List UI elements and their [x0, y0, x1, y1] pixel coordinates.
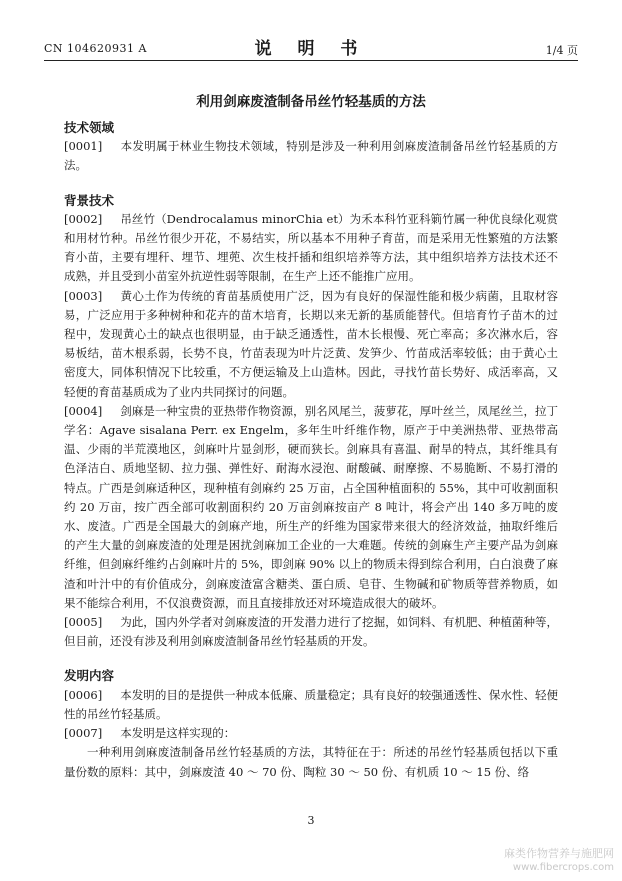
paragraph-text: 剑麻是一种宝贵的亚热带作物资源，别名风尾兰，菠萝花，厚叶丝兰，凤尾丝兰，拉丁学名：Agave sisalana Perr. ex Engelm，多年生叶纤维作物，原产于中美洲热带、亚热带高温、少雨的半荒漠地区，剑麻叶片显剑形，硬而狭长。剑麻具有喜温、耐旱的特点，其纤维具有色泽洁白、质地坚韧、拉力强、弹性好、耐海水浸泡、耐酸碱、耐摩擦、不易脆断、不易打滑的特点。广西是剑麻适种区，现种植有剑麻约 25 万亩，占全国种植面积的 55%，其中可收割面积约 20 万亩，按广西全部可收割面积约 20 万亩剑麻按亩产 8 吨计，将会产出 140 多万吨的废水、废渣。广西是全国最大的剑麻产地，所生产的纤维为国家带来很大的经济效益，抽取纤维后的产生大量的剑麻废渣的处理是困扰剑麻加工企业的一大难题。传统的剑麻生产主要产品为剑麻纤维，但剑麻纤维约占剑麻叶片的 5%，即剑麻 90% 以上的物质未得到综合利用，白白浪费了麻渣和叶汁中的有价值成分，剑麻废渣富含糖类、蛋白质、皂苷、生物碱和矿物质等营养物质，如果不能综合利用，不仅浪费资源，而且直接排放还对环境造成很大的破坏。: [64, 403, 558, 610]
watermark-name: 麻类作物营养与施肥网: [504, 847, 614, 860]
paragraph-number: [0004]: [64, 403, 103, 418]
section-title-background: 背景技术: [64, 192, 115, 208]
paragraph-text: 本发明的目的是提供一种成本低廉、质量稳定；具有良好的较强通透性、保水性、轻便性的吊丝竹轻基质。: [64, 687, 558, 721]
paragraph-text: 吊丝竹（Dendrocalamus minorChia et）为禾本科竹亚科箣竹属一种优良绿化观赏和用材竹种。吊丝竹很少开花，不易结实，所以基本不用种子育苗，而是采用无性繁殖的方法繁育小苗，主要有埋秆、埋节、埋蔸、次生枝扦插和组织培养等方法，其中组织培养方法技术还不成熟，并且受到小苗室外抗逆性弱等限制，在生产上还不能推广应用。: [64, 211, 558, 284]
watermark-url: www.fibercrops.com: [512, 862, 614, 873]
paragraph-text: 本发明是这样实现的：: [120, 726, 236, 741]
paragraph-0002: [64, 210, 558, 287]
paragraph-0003: [64, 287, 558, 402]
site-watermark: [486, 847, 614, 874]
document-title: 利用剑麻废渣制备吊丝竹轻基质的方法: [196, 94, 426, 110]
paragraph-0006: [64, 686, 558, 724]
paragraph-0004: [64, 402, 558, 613]
paragraph-text: 为此，国内外学者对剑麻废渣的开发潜力进行了挖掘，如饲料、有机肥、种植菌种等，但目前，还没有涉及利用剑麻废渣制备吊丝竹轻基质的开发。: [64, 615, 558, 649]
paragraph-0005: [64, 613, 558, 651]
paragraph-text: 一种利用剑麻废渣制备吊丝竹轻基质的方法，其特征在于：所述的吊丝竹轻基质包括以下重量份数的原料：其中，剑麻废渣 40 ～ 70 份、陶粒 30 ～ 50 份、有机质 10 ～ 15 份、络: [64, 745, 558, 779]
paragraph-number: [0007]: [64, 726, 103, 741]
paragraph-text: 本发明属于林业生物技术领域，特别是涉及一种利用剑麻废渣制备吊丝竹轻基质的方法。: [64, 139, 558, 173]
paragraph-number: [0001]: [64, 139, 103, 154]
page-info: 1/4 页: [545, 44, 578, 57]
paragraph-0007: [64, 724, 558, 743]
header-divider: [44, 60, 578, 61]
section-title-technical-field: 技术领域: [64, 120, 115, 135]
patent-number: CN 104620931 A: [44, 42, 147, 55]
paragraph-number: [0005]: [64, 615, 103, 630]
paragraph-number: [0003]: [64, 288, 103, 303]
section-title-invention: 发明内容: [64, 668, 115, 684]
paragraph-text: 黄心土作为传统的育苗基质使用广泛，因为有良好的保湿性能和极少病菌，且取材容易，广泛应用于多种树种和花卉的苗木培育，长期以来无新的基质能替代。但培育竹子苗木的过程中，发现黄心土的缺点也很明显，由于缺乏通透性，苗木长根慢、死亡率高；多次淋水后，容易板结，苗木根系弱，长势不良，竹苗表现为叶片泛黄、发笋少、竹苗成活率较低；由于黄心土密度大，同体积情况下比较重，不方便运输及上山造林。因此，寻找竹苗长势好、成活率高，又轻便的育苗基质成为了业内共同探讨的问题。: [64, 288, 558, 399]
paragraph-number: [0002]: [64, 211, 103, 226]
document-body: [64, 118, 558, 782]
paragraph-number: [0006]: [64, 687, 103, 702]
document-type: 说 明 书: [254, 39, 368, 59]
page-header: [0, 0, 622, 62]
paragraph-continuation: [64, 743, 558, 781]
page-number: 3: [307, 814, 315, 827]
paragraph-0001: [64, 137, 558, 175]
